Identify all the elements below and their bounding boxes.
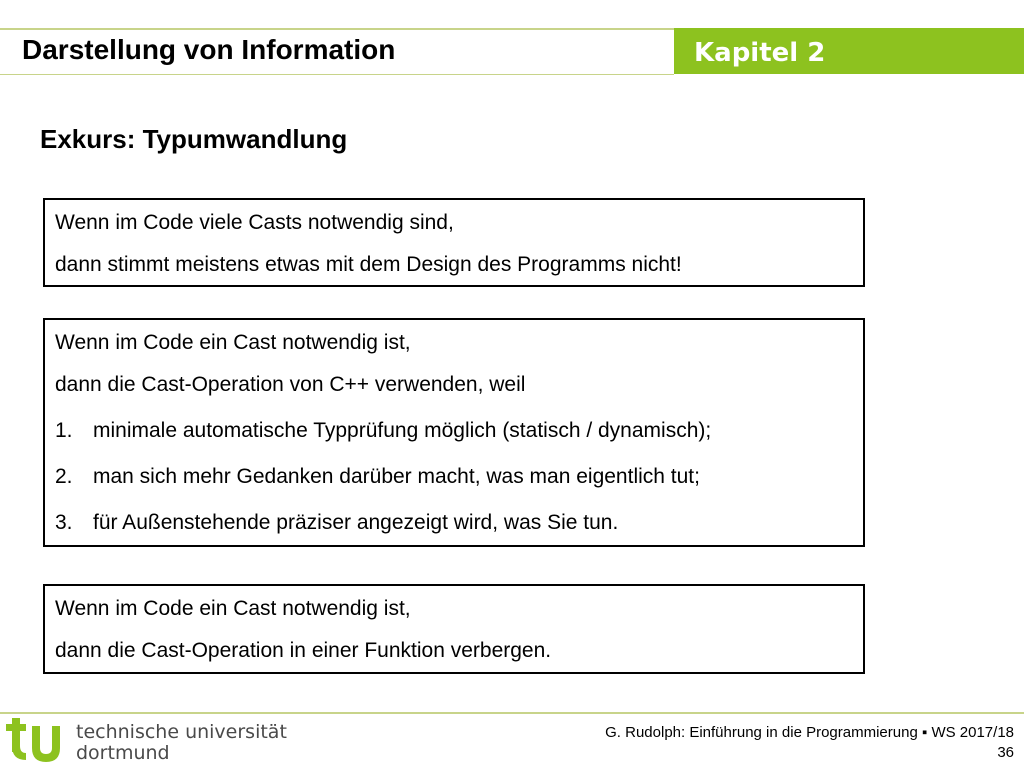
list-number: 2. xyxy=(55,465,73,488)
university-line1: technische universität xyxy=(76,721,287,743)
box-line: dann stimmt meistens etwas mit dem Design des Programms nicht! xyxy=(55,253,682,276)
note-box-function xyxy=(43,584,865,674)
box-line: dann die Cast-Operation in einer Funktion verbergen. xyxy=(55,639,552,662)
chapter-banner xyxy=(674,28,1024,74)
course-info: G. Rudolph: Einführung in die Programmierung ▪ WS 2017/18 xyxy=(605,724,1014,741)
list-item xyxy=(55,454,853,500)
university-name xyxy=(76,722,287,764)
list-text: minimale automatische Typprüfung möglich (statisch / dynamisch); xyxy=(93,419,712,442)
footer-info xyxy=(605,723,1014,763)
list-number: 1. xyxy=(55,419,73,442)
tu-logo-icon xyxy=(2,716,72,766)
list-number: 3. xyxy=(55,511,73,534)
note-box-cpp-cast xyxy=(43,318,865,547)
list-item xyxy=(55,500,853,546)
note-box-casts xyxy=(43,198,865,287)
list-text: für Außenstehende präziser angezeigt wird, was Sie tun. xyxy=(93,511,619,534)
list-item xyxy=(55,408,853,454)
list-text: man sich mehr Gedanken darüber macht, was man eigentlich tut; xyxy=(93,465,700,488)
box-line: Wenn im Code viele Casts notwendig sind, xyxy=(55,211,454,234)
university-line2: dortmund xyxy=(76,742,170,764)
section-subtitle: Exkurs: Typumwandlung xyxy=(40,124,348,154)
box-line: Wenn im Code ein Cast notwendig ist, xyxy=(55,331,411,354)
page-number: 36 xyxy=(997,744,1014,761)
page-title: Darstellung von Information xyxy=(22,34,396,65)
header-divider xyxy=(0,74,674,75)
box-line: Wenn im Code ein Cast notwendig ist, xyxy=(55,597,411,620)
box-line: dann die Cast-Operation von C++ verwenden, weil xyxy=(55,373,526,396)
chapter-label: Kapitel 2 xyxy=(694,38,826,68)
footer-divider xyxy=(0,712,1024,714)
